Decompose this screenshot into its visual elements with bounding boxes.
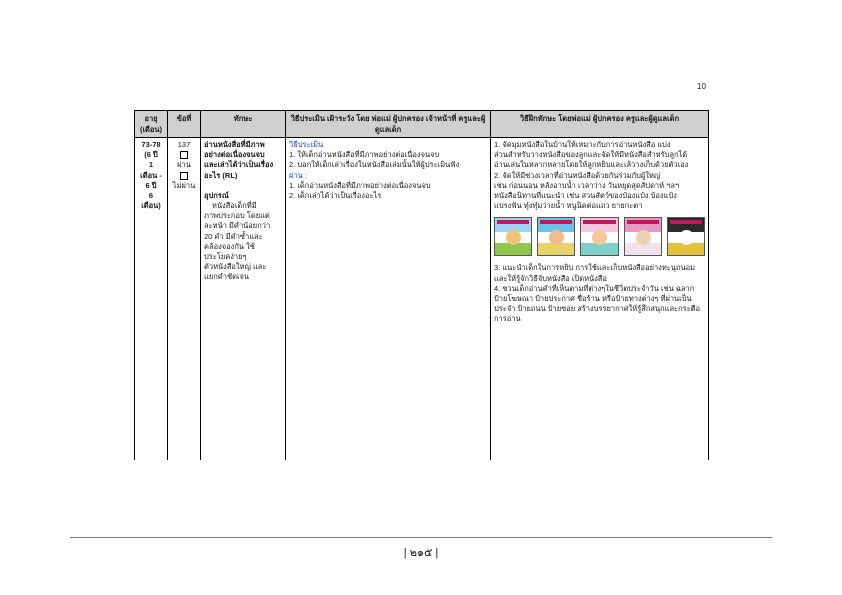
pass-criteria-line: 2. เด็กเล่าได้ว่าเป็นเรื่องอะไร	[289, 191, 382, 201]
skill-title-line: อย่างต่อเนื่องจนจบ	[204, 150, 265, 160]
practice-line: 1. จัดมุมหนังสือในบ้านให้เหมาะกับการอ่านหนังสือ แบ่ง	[494, 140, 671, 149]
practice-line: ป้ายโฆษณา ป้ายประกาศ ชื่อร้าน หรือป้ายทางต่างๆ ที่ผ่านเป็น	[494, 294, 692, 304]
method-title: วิธีประเมิน	[289, 140, 324, 149]
pass-title: ผ่าน :	[289, 170, 307, 180]
practice-line: ประจำ ป้ายถนน ป้ายซอย สร้างบรรยากาศให้รู้สึกสนุกและกระตือ	[494, 304, 701, 314]
equipment-line: หนังสือเด็กที่มี	[212, 201, 257, 211]
practice-line: 3. แนะนำเด็กในการหยิบ การใช้และเก็บหนังสืออย่างทะนุถนอม	[494, 263, 696, 273]
assessment-line: 2. บอกให้เด็กเล่าเรื่องในหนังสือเล่มนั้นให้ผู้ประเมินฟัง	[289, 160, 460, 170]
practice-line: หนังสือนิทานที่แนะนำ เช่น สวนสัตว์ของป๋องแป๋ง ป๋องแป๋ง	[494, 191, 677, 201]
header-skill: ทักษะ	[201, 111, 286, 138]
item-number: 137	[177, 140, 191, 149]
table-header-row	[135, 111, 709, 138]
age-line: 1	[148, 160, 154, 170]
skill-cell	[201, 138, 286, 460]
skill-title-line: อ่านหนังสือที่มีภาพ	[204, 140, 265, 149]
book-cover-image	[494, 217, 532, 256]
practice-line: การอ่าน	[494, 314, 521, 324]
pass-label: ผ่าน	[177, 160, 191, 170]
age-line: 73-78	[141, 140, 161, 149]
book-cover-image	[580, 217, 618, 256]
practice-line: และให้รู้จักวิธีจับหนังสือ เปิดหนังสือ	[494, 273, 607, 283]
age-line: 6	[148, 191, 154, 201]
equipment-line: ประโยคง่ายๆ	[204, 252, 247, 262]
header-age: อายุ (เดือน)	[135, 111, 168, 138]
equipment-line: ภาพประกอบ โดยแต่	[204, 211, 270, 221]
age-line: เดือน -	[140, 170, 162, 180]
practice-line: ส่วนสำหรับวางหนังสือของลูกและจัดให้มีหนังสือสำหรับลูกได้	[494, 150, 688, 160]
book-cover-row	[494, 217, 705, 256]
pass-checkbox[interactable]	[180, 151, 188, 159]
age-cell	[135, 138, 168, 460]
practice-line: 4. ชวนเด็กอ่านคำที่เห็นตามที่ต่างๆในชีวิตประจำวัน เช่น ฉลาก	[494, 283, 695, 293]
equipment-line: 20 คำ มีคำซ้ำและ	[204, 231, 263, 241]
pass-criteria-line: 1. เด็กอ่านหนังสือที่มีภาพอย่างต่อเนื่องจนจบ	[289, 180, 431, 190]
fail-label: ไม่ผ่าน	[172, 180, 196, 190]
footer-divider	[70, 537, 772, 538]
practice-cell	[491, 138, 709, 460]
header-item-no: ข้อที่	[168, 111, 201, 138]
age-line: 6 ปี	[145, 180, 157, 190]
skill-title-line: และเล่าได้ว่าเป็นเรื่อง	[204, 160, 274, 170]
table-row	[135, 138, 709, 460]
practice-line: อ่านเล่นในหลากหลายโดยให้ลูกหยิบและเล้วางเก็บด้วยตัวเอง	[494, 160, 689, 170]
header-practice: วิธีฝึกทักษะ โดยพ่อแม่ ผู้ปกครอง ครูและผู้ดูแลเด็ก	[491, 111, 709, 138]
skill-title-line: อะไร (RL)	[204, 170, 238, 180]
fail-checkbox[interactable]	[180, 172, 188, 180]
equipment-title: อุปกรณ์	[204, 190, 229, 200]
age-line: (6 ปี	[144, 150, 158, 160]
item-cell	[168, 138, 201, 460]
equipment-line: คล้องจองกัน ใช้	[204, 241, 255, 251]
book-cover-image	[667, 217, 705, 256]
practice-line: 2. จัดให้มีช่วงเวลาที่อ่านหนังสือด้วยกันร่วมกับผู้ใหญ่	[494, 170, 661, 180]
header-assessment: วิธีประเมิน เฝ้าระวัง โดย พ่อแม่ ผู้ปกครอง เจ้าหน้าที่ ครูและผู้ดูแลเด็ก	[286, 111, 491, 138]
practice-line: แปรงฟัน ทุ๋งทุ๋มว่ายน้ำ หนูนิดต่อแถว ยายกะตา	[494, 201, 643, 211]
book-cover-image	[537, 217, 575, 256]
assessment-line: 1. ให้เด็กอ่านหนังสือที่มีภาพอย่างต่อเนื่องจนจบ	[289, 150, 440, 160]
skill-table	[134, 110, 709, 460]
equipment-line: แยกคำชัดเจน	[204, 272, 250, 282]
assessment-cell	[286, 138, 491, 460]
practice-line: เช่น ก่อนนอน หลังอาบน้ำ เวลาว่าง วันหยุดสุดสัปดาห์ ฯลฯ	[494, 180, 680, 190]
footer-page-number: | ๒๑๕ |	[403, 547, 439, 559]
equipment-line: ตัวหนังสือใหญ่ และ	[204, 262, 267, 272]
equipment-line: ละหน้า มีคำน้อยกว่า	[204, 221, 271, 231]
page-number: 10	[697, 82, 706, 91]
book-cover-image	[624, 217, 662, 256]
age-line: เดือน)	[141, 201, 161, 211]
